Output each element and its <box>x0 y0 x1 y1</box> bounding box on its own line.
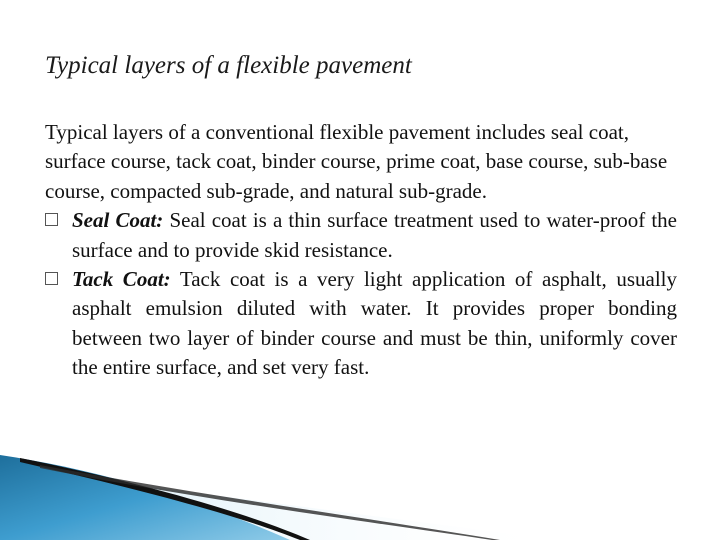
bullet-text: Tack coat is a very light application of asphalt, usually asphalt emulsion diluted with water. It provides proper bonding between two layer of binder course and must be thin, uniformly cover the entire surface, and set very fast. <box>72 267 677 380</box>
bullet-term: Seal Coat: <box>72 208 164 233</box>
bullet-term: Tack Coat: <box>72 267 171 292</box>
bullet-item <box>45 206 677 265</box>
bullet-box-icon <box>45 213 58 226</box>
bullet-box-icon <box>45 272 58 285</box>
decorative-wave-graphic <box>0 440 720 540</box>
bullet-text: Seal coat is a thin surface treatment used to water-proof the surface and to provide skid resistance. <box>72 208 677 262</box>
slide-body <box>45 118 677 383</box>
slide-title: Typical layers of a flexible pavement <box>45 52 412 79</box>
bullet-item <box>45 265 677 383</box>
intro-paragraph: Typical layers of a conventional flexible pavement includes seal coat, surface course, tack coat, binder course, prime coat, base course, sub-base course, compacted sub-grade, and natural sub-grade. <box>45 120 668 203</box>
